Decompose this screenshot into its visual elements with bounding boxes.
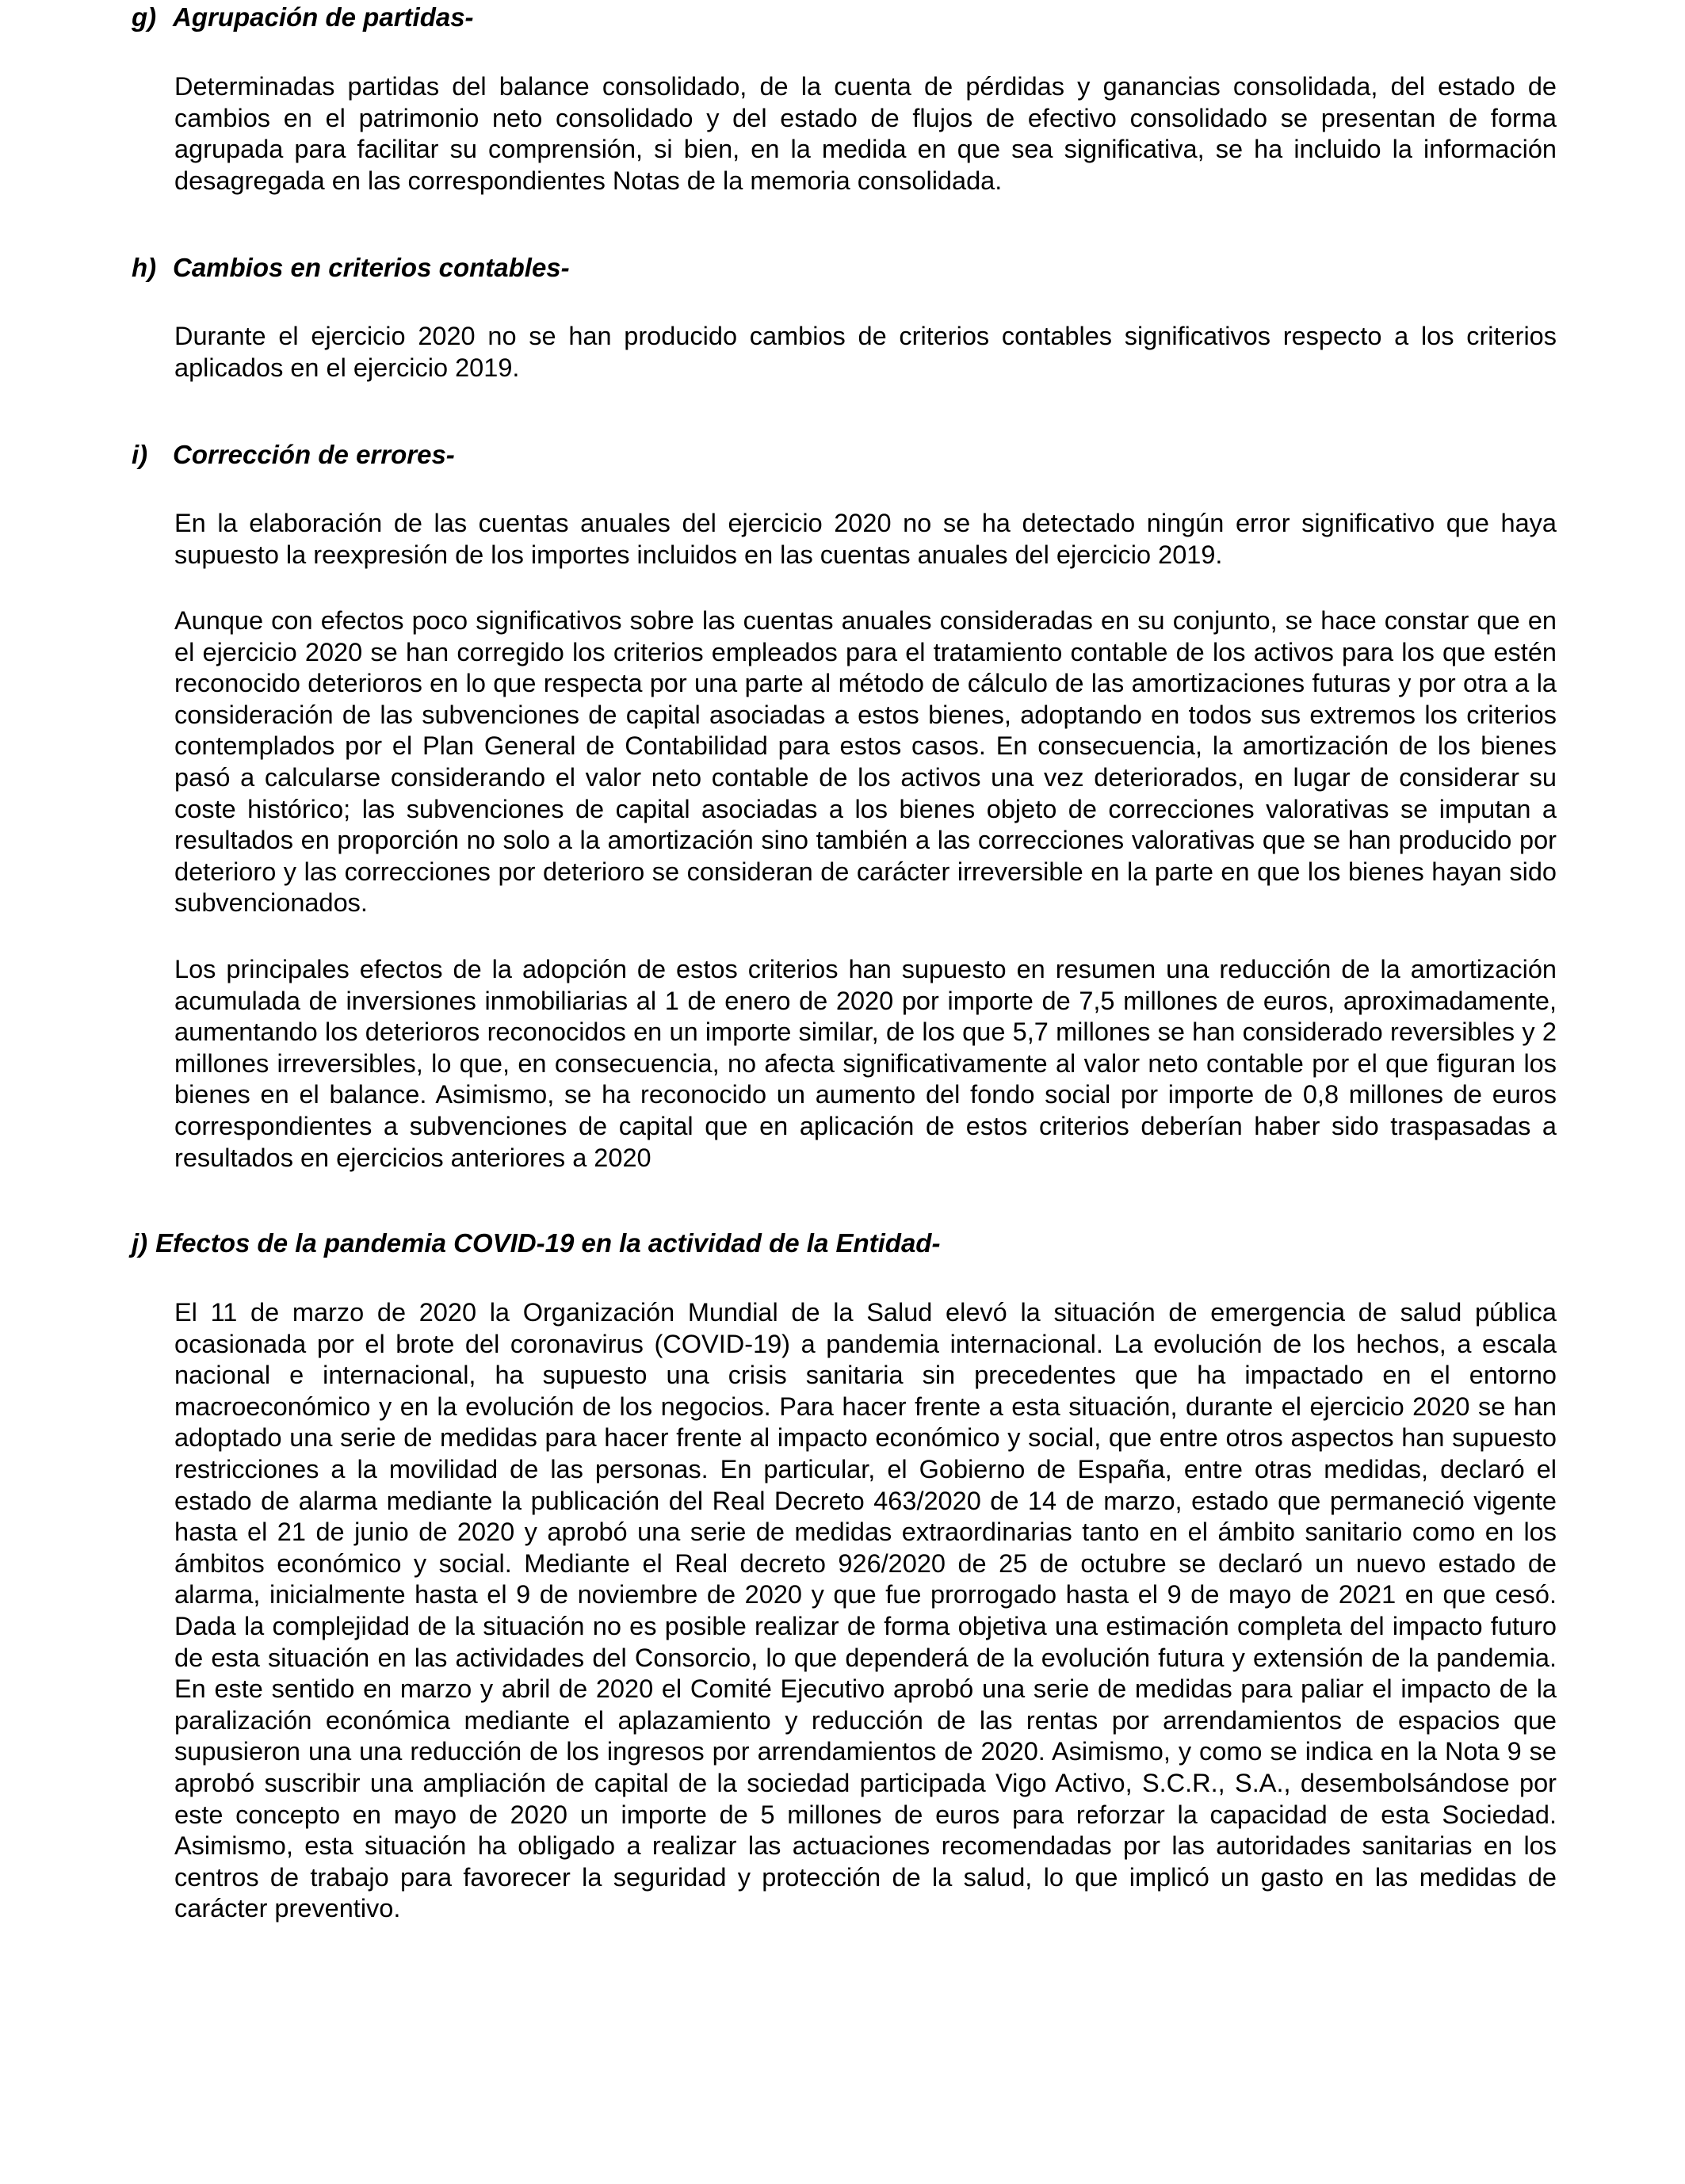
heading-g	[132, 2, 474, 33]
heading-g-letter: g)	[132, 2, 157, 32]
heading-j-letter: j)	[132, 1228, 148, 1258]
paragraph-h-1: Durante el ejercicio 2020 no se han producido cambios de criterios contables significativos respecto a los criterios aplicados en el ejercicio 2019.	[174, 322, 1557, 382]
heading-h	[132, 252, 570, 284]
paragraph-i-3: Los principales efectos de la adopción de estos criterios han supuesto en resumen una reducción de la amortización acumulada de inversiones inmobiliarias al 1 de enero de 2020 por importe de 7,5 millones de euros, aproximadamente, aumentando los deterioros reconocidos en un importe similar, de los que 5,7 millones se han considerado reversibles y 2 millones irreversibles, lo que, en consecuencia, no afecta significativamente al valor neto contable por el que figuran los bienes en el balance. Asimismo, se ha reconocido un aumento del fondo social por importe de 0,8 millones de euros correspondientes a subvenciones de capital que en aplicación de estos criterios deberían haber sido traspasadas a resultados en ejercicios anteriores a 2020	[174, 955, 1557, 1172]
paragraph-i-1: En la elaboración de las cuentas anuales del ejercicio 2020 no se ha detectado ningún error significativo que haya supuesto la reexpresión de los importes incluidos en las cuentas anuales del ejercicio 2019.	[174, 509, 1557, 569]
heading-g-title: Agrupación de partidas-	[173, 2, 474, 32]
heading-j	[132, 1228, 940, 1259]
heading-j-title: Efectos de la pandemia COVID-19 en la actividad de la Entidad-	[155, 1228, 941, 1258]
heading-i-title: Corrección de errores-	[173, 440, 455, 469]
paragraph-j-1: El 11 de marzo de 2020 la Organización Mundial de la Salud elevó la situación de emergencia de salud pública ocasionada por el brote del coronavirus (COVID-19) a pandemia internacional. La evolución de los hechos, a escala nacional e internacional, ha supuesto una crisis sanitaria sin precedentes que ha impactado en el entorno macroeconómico y en la evolución de los negocios. Para hacer frente a esta situación, durante el ejercicio 2020 se han adoptado una serie de medidas para hacer frente al impacto económico y social, que entre otros aspectos han supuesto restricciones a la movilidad de las personas. En particular, el Gobierno de España, entre otras medidas, declaró el estado de alarma mediante la publicación del Real Decreto 463/2020 de 14 de marzo, estado que permaneció vigente hasta el 21 de junio de 2020 y aprobó una serie de medidas extraordinarias tanto en el ámbito sanitario como en los ámbitos económico y social. Mediante el Real decreto 926/2020 de 25 de octubre se declaró un nuevo estado de alarma, inicialmente hasta el 9 de noviembre de 2020 y que fue prorrogado hasta el 9 de mayo de 2021 en que cesó. Dada la complejidad de la situación no es posible realizar de forma objetiva una estimación completa del impacto futuro de esta situación en las actividades del Consorcio, lo que dependerá de la evolución futura y extensión de la pandemia. En este sentido en marzo y abril de 2020 el Comité Ejecutivo aprobó una serie de medidas para paliar el impacto de la paralización económica mediante el aplazamiento y reducción de las rentas por arrendamientos de espacios que supusieron una una reducción de los ingresos por arrendamientos de 2020. Asimismo, y como se indica en la Nota 9 se aprobó suscribir una ampliación de capital de la sociedad participada Vigo Activo, S.C.R., S.A., desembolsándose por este concepto en mayo de 2020 un importe de 5 millones de euros para reforzar la capacidad de esta Sociedad. Asimismo, esta situación ha obligado a realizar las actuaciones recomendadas por las autoridades sanitarias en los centros de trabajo para favorecer la seguridad y protección de la salud, lo que implicó un gasto en las medidas de carácter preventivo.	[174, 1298, 1557, 1923]
heading-h-letter: h)	[132, 253, 157, 282]
heading-h-title: Cambios en criterios contables-	[173, 253, 570, 282]
heading-i	[132, 439, 455, 471]
paragraph-i-2: Aunque con efectos poco significativos sobre las cuentas anuales consideradas en su conjunto, se hace constar que en el ejercicio 2020 se han corregido los criterios empleados para el tratamiento contable de los activos para los que estén reconocido deterioros en lo que respecta por una parte al método de cálculo de las amortizaciones futuras y por otra a la consideración de las subvenciones de capital asociadas a estos bienes, adoptando en todos sus extremos los criterios contemplados por el Plan General de Contabilidad para estos casos. En consecuencia, la amortización de los bienes pasó a calcularse considerando el valor neto contable de los activos una vez deteriorados, en lugar de considerar su coste histórico; las subvenciones de capital asociadas a los bienes objeto de correcciones valorativas se imputan a resultados en proporción no solo a la amortización sino también a las correcciones valorativas que se han producido por deterioro y las correcciones por deterioro se consideran de carácter irreversible en la parte en que los bienes hayan sido subvencionados.	[174, 606, 1557, 918]
paragraph-g-1: Determinadas partidas del balance consolidado, de la cuenta de pérdidas y ganancias consolidada, del estado de cambios en el patrimonio neto consolidado y del estado de flujos de efectivo consolidado se presentan de forma agrupada para facilitar su comprensión, si bien, en la medida en que sea significativa, se ha incluido la información desagregada en las correspondientes Notas de la memoria consolidada.	[174, 72, 1557, 195]
heading-i-letter: i)	[132, 440, 148, 469]
